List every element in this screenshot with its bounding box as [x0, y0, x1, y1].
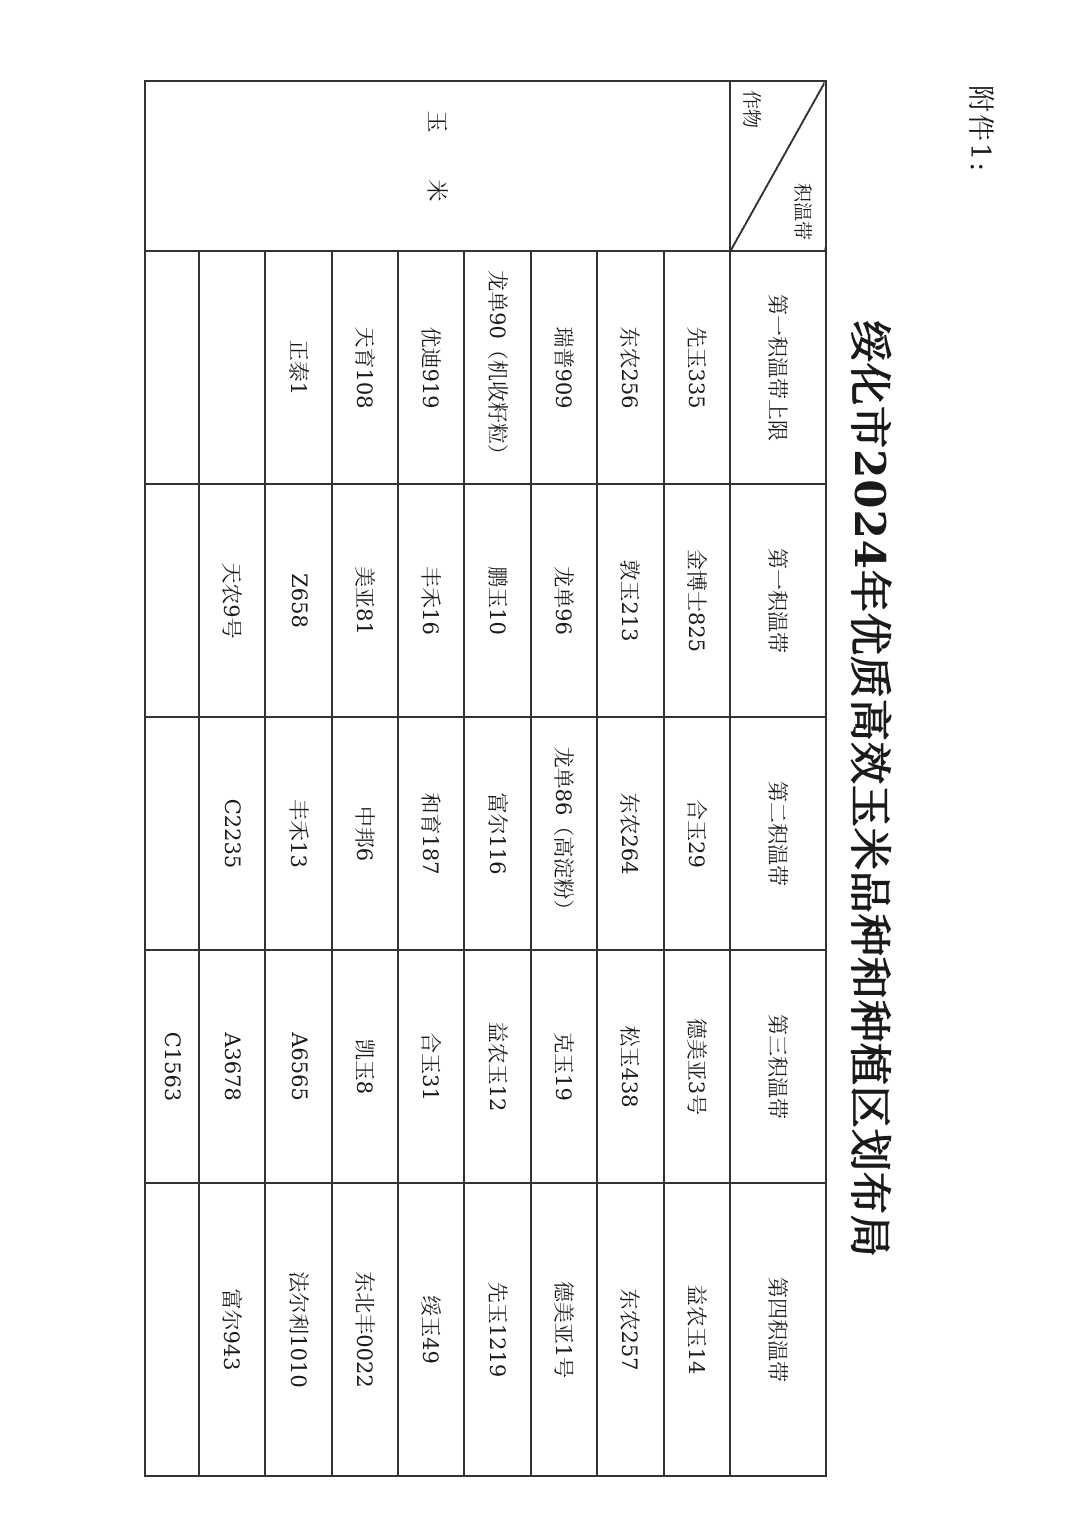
variety-cell: 敦玉213 [597, 484, 663, 717]
table-row [465, 81, 531, 1476]
variety-cell [145, 251, 199, 484]
variety-cell: 先玉1219 [465, 1183, 531, 1476]
variety-table [144, 80, 827, 1477]
variety-cell: 东农257 [597, 1183, 663, 1476]
variety-cell: 龙单96 [531, 484, 597, 717]
variety-cell: 美亚81 [332, 484, 398, 717]
variety-cell: 正泰1 [265, 251, 331, 484]
variety-cell: 合玉29 [664, 717, 730, 950]
crop-cell: 玉 米 [145, 81, 730, 251]
variety-cell: 金博士825 [664, 484, 730, 717]
variety-cell: 德美亚1号 [531, 1183, 597, 1476]
variety-cell: 益农玉12 [465, 950, 531, 1183]
variety-cell: 天农9号 [199, 484, 265, 717]
variety-cell: C1563 [145, 950, 199, 1183]
header-row [730, 81, 826, 1476]
variety-cell: 丰禾16 [398, 484, 464, 717]
column-header: 第一积温带 [730, 484, 826, 717]
attachment-label: 附件1: [964, 85, 995, 174]
column-header: 第二积温带 [730, 717, 826, 950]
variety-cell: 松玉438 [597, 950, 663, 1183]
variety-cell: 鹏玉10 [465, 484, 531, 717]
variety-cell: 益农玉14 [664, 1183, 730, 1476]
variety-cell: 龙单90（机收籽粒） [465, 251, 531, 484]
table-body [145, 81, 826, 1476]
variety-cell: 龙单86（高淀粉） [531, 717, 597, 950]
table-row [145, 81, 199, 1476]
variety-cell: 富尔116 [465, 717, 531, 950]
variety-cell [199, 251, 265, 484]
variety-cell: 合玉31 [398, 950, 464, 1183]
table-row [199, 81, 265, 1476]
variety-cell: 丰禾13 [265, 717, 331, 950]
variety-cell: 东农264 [597, 717, 663, 950]
corner-crop-label: 作物 [740, 90, 762, 129]
variety-cell: 绥玉49 [398, 1183, 464, 1476]
document-title: 绥化市2024年优质高效玉米品种和种植区划布局 [845, 320, 894, 1258]
table-row [398, 81, 464, 1476]
variety-cell: 东北丰0022 [332, 1183, 398, 1476]
column-header: 第四积温带 [730, 1183, 826, 1476]
variety-cell: A3678 [199, 950, 265, 1183]
table-row [265, 81, 331, 1476]
variety-cell: 天育108 [332, 251, 398, 484]
variety-cell [145, 1183, 199, 1476]
variety-cell: C2235 [199, 717, 265, 950]
variety-cell: 瑞普909 [531, 251, 597, 484]
variety-cell [145, 717, 199, 950]
table-row [664, 81, 730, 1476]
variety-cell: 克玉19 [531, 950, 597, 1183]
variety-cell: 和育187 [398, 717, 464, 950]
variety-cell: 富尔943 [199, 1183, 265, 1476]
corner-zone-label: 积温带 [791, 182, 813, 240]
variety-cell: 法尔利1010 [265, 1183, 331, 1476]
variety-cell: 东农256 [597, 251, 663, 484]
table-row [332, 81, 398, 1476]
variety-cell: 先玉335 [664, 251, 730, 484]
corner-header-cell [730, 81, 826, 251]
variety-cell: 德美亚3号 [664, 950, 730, 1183]
variety-cell: Z658 [265, 484, 331, 717]
column-header: 第三积温带 [730, 950, 826, 1183]
variety-cell: 中邦6 [332, 717, 398, 950]
table-row [531, 81, 597, 1476]
variety-cell: 凯玉8 [332, 950, 398, 1183]
column-header: 第一积温带上限 [730, 251, 826, 484]
variety-cell: A6565 [265, 950, 331, 1183]
variety-cell: 优迪919 [398, 251, 464, 484]
variety-cell [145, 484, 199, 717]
table-row [597, 81, 663, 1476]
